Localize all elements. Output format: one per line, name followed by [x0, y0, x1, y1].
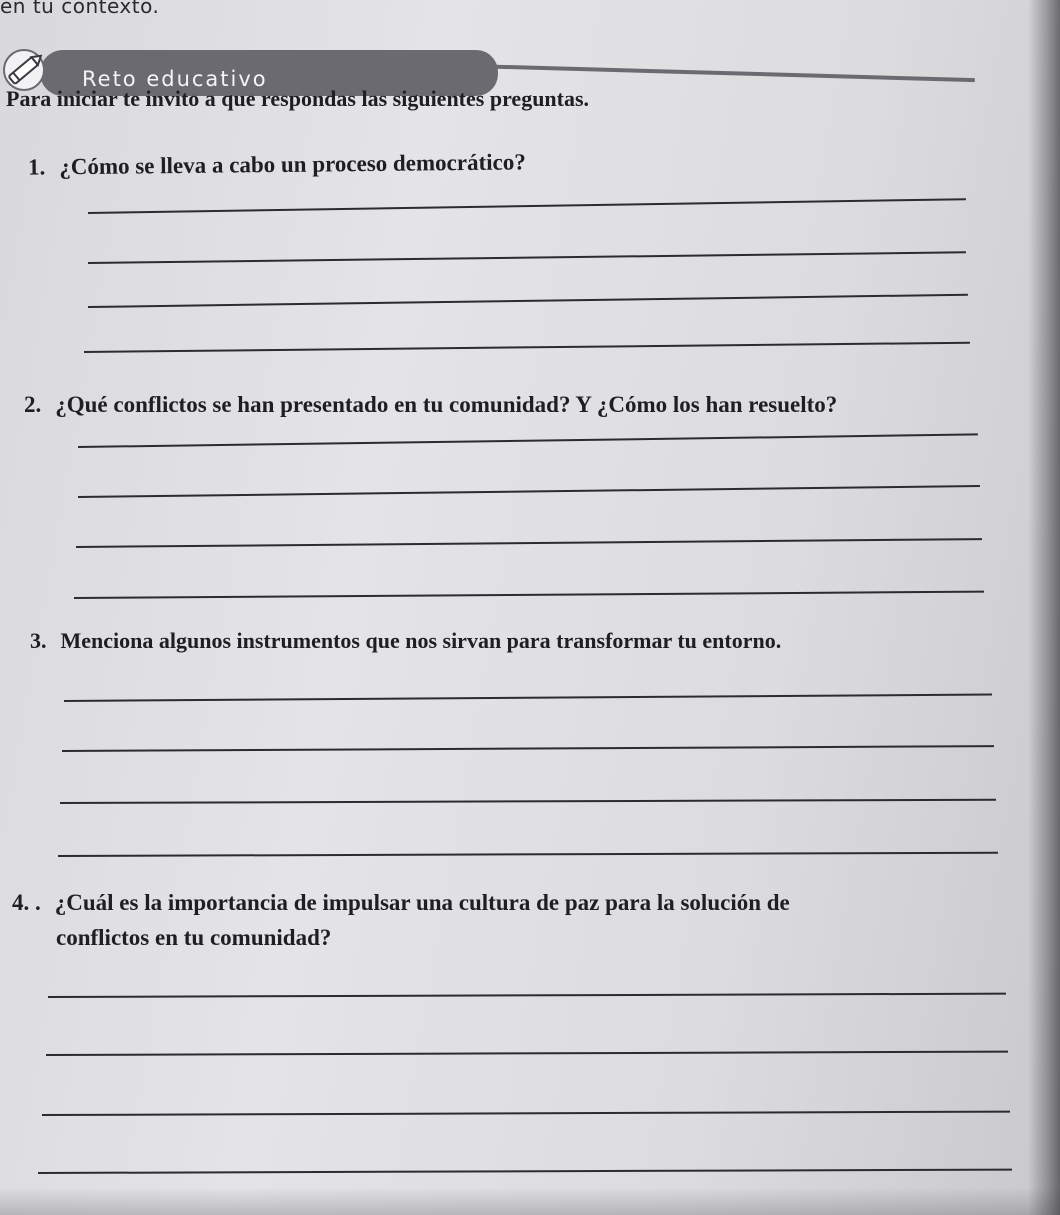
question-number: 1.: [27, 154, 46, 180]
question-3: [30, 628, 781, 654]
answer-line[interactable]: [42, 1111, 1010, 1116]
question-text: ¿Cómo se lleva a cabo un proceso democrático?: [59, 149, 526, 180]
intro-text: Para iniciar te invito a que respondas las siguientes preguntas.: [6, 86, 590, 111]
answer-line[interactable]: [48, 993, 1006, 998]
previous-text-fragment: en tu contexto.: [0, 0, 160, 18]
answer-line[interactable]: [58, 852, 998, 857]
answer-line[interactable]: [38, 1169, 1012, 1174]
answer-line[interactable]: [88, 294, 968, 308]
question-text: ¿Cuál es la importancia de impulsar una cultura de paz para la solución de: [54, 890, 790, 915]
question-number: 4. .: [12, 890, 41, 915]
banner-rule: [470, 64, 975, 82]
answer-line[interactable]: [76, 538, 982, 548]
question-1: [28, 149, 526, 180]
question-4: [12, 890, 790, 916]
question-text: ¿Qué conflictos se han presentado en tu comunidad? Y ¿Cómo los han resuelto?: [55, 392, 838, 417]
answer-line[interactable]: [88, 198, 966, 214]
question-4-continuation: conflictos en tu comunidad?: [56, 925, 332, 950]
answer-line[interactable]: [74, 591, 984, 599]
question-2: [24, 392, 837, 418]
answer-line[interactable]: [64, 694, 992, 702]
answer-line[interactable]: [60, 799, 996, 804]
answer-line[interactable]: [78, 433, 978, 448]
question-number: 2.: [24, 392, 42, 417]
page-bottom-shadow: [0, 1187, 1060, 1215]
page-edge-shadow: [1028, 0, 1060, 1215]
answer-line[interactable]: [46, 1051, 1008, 1056]
question-number: 3.: [30, 628, 47, 653]
answer-line[interactable]: [62, 745, 994, 752]
answer-line[interactable]: [88, 251, 966, 264]
answer-line[interactable]: [78, 485, 980, 498]
answer-line[interactable]: [84, 342, 970, 353]
question-text: Menciona algunos instrumentos que nos sirvan para transformar tu entorno.: [60, 628, 782, 653]
section-title: Reto educativo: [82, 67, 268, 91]
